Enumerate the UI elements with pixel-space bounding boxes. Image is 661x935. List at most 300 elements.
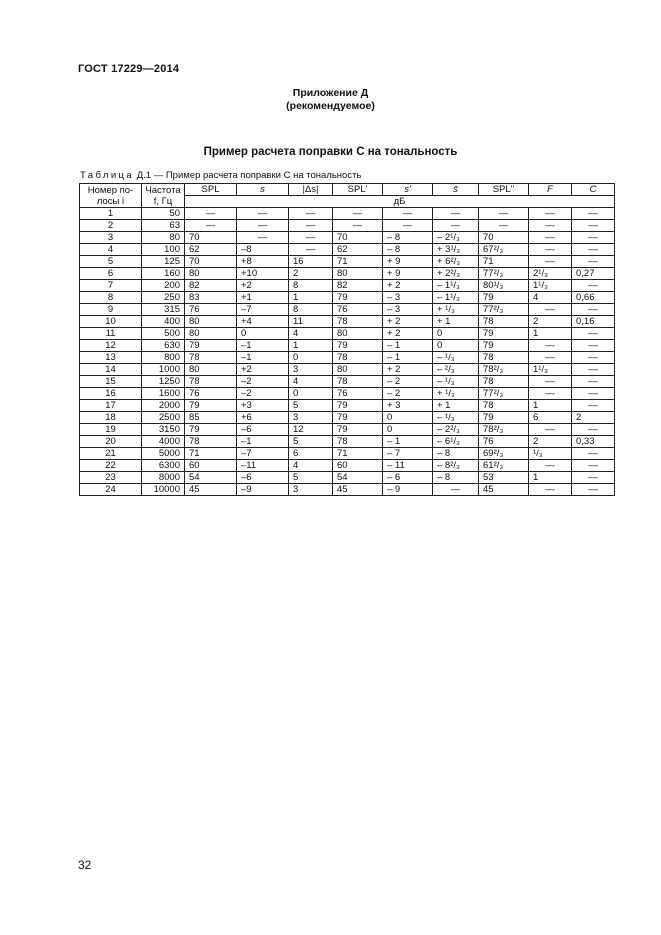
table-cell: — [572,304,615,316]
table-cell: –1 [237,352,289,364]
table-cell: + 9 [383,268,433,280]
standard-code: ГОСТ 17229—2014 [78,63,180,75]
table-cell: 60 [185,460,237,472]
table-cell: 800 [142,352,185,364]
table-cell: 0 [383,412,433,424]
table-cell: 11 [289,316,333,328]
table-cell: 19 [80,424,142,436]
table-cell: 78 [479,376,529,388]
table-cell: 79 [479,292,529,304]
table-cell: 76 [185,388,237,400]
table-cell: — [237,208,289,220]
table-cell: 1600 [142,388,185,400]
table-cell: 71 [333,448,383,460]
table-cell: – 2¹/₃ [433,232,479,244]
table-cell: 5 [289,472,333,484]
table-cell: 125 [142,256,185,268]
appendix-label: Приложение Д [292,87,369,99]
table-cell: 4 [289,328,333,340]
table-cell: –7 [237,448,289,460]
table-cell: 67²/₃ [479,244,529,256]
table-cell: 100 [142,244,185,256]
table-cell: 1 [80,208,142,220]
table-cell: 45 [479,484,529,496]
table-cell: – ¹/₃ [433,376,479,388]
calculation-table [79,183,615,496]
table-cell: 70 [185,256,237,268]
table-cell: 200 [142,280,185,292]
table-row [80,220,615,232]
table-caption [80,170,361,181]
table-cell: 1000 [142,364,185,376]
table-cell: — [289,244,333,256]
table-cell: 250 [142,292,185,304]
table-cell: 63 [142,220,185,232]
table-cell: 79 [185,340,237,352]
table-cell: 2 [529,316,572,328]
table-cell: +1 [237,292,289,304]
table-cell: – 2 [383,388,433,400]
table-cell: 10 [80,316,142,328]
table-cell: 0 [433,328,479,340]
table-cell: –8 [237,244,289,256]
table-cell: — [237,220,289,232]
table-cell: 1 [289,292,333,304]
table-cell: – 1 [383,436,433,448]
table-cell: – 3 [383,304,433,316]
table-cell: 15 [80,376,142,388]
table-cell: – 8²/₃ [433,460,479,472]
table-cell: 18 [80,412,142,424]
table-cell: 78 [479,400,529,412]
table-row [80,388,615,400]
table-cell: 80 [142,232,185,244]
table-cell: 80 [185,328,237,340]
table-cell: 60 [333,460,383,472]
table-cell: – 2 [383,376,433,388]
table-cell: –2 [237,376,289,388]
table-cell: – 9 [383,484,433,496]
table-cell: — [333,220,383,232]
table-cell: 315 [142,304,185,316]
table-cell: 79 [333,424,383,436]
table-cell: 630 [142,340,185,352]
table-cell: – 1¹/₃ [433,292,479,304]
table-cell: — [479,208,529,220]
table-cell: 0,16 [572,316,615,328]
table-cell: 22 [80,460,142,472]
table-caption-dash: — [151,170,166,181]
table-cell: 7 [80,280,142,292]
table-cell: – 1 [383,340,433,352]
table-cell: 3 [289,484,333,496]
table-caption-text: Пример расчета поправки С на тональность [165,170,362,181]
table-row [80,256,615,268]
table-cell: 82 [185,280,237,292]
table-cell: — [479,220,529,232]
table-cell: — [529,304,572,316]
table-cell: –9 [237,484,289,496]
table-cell: 5 [289,400,333,412]
table-cell: — [572,448,615,460]
table-cell: 6300 [142,460,185,472]
table-cell: — [383,220,433,232]
table-cell: — [572,472,615,484]
table-cell: – 3 [383,292,433,304]
table-cell: — [529,244,572,256]
table-cell: 78 [185,352,237,364]
table-cell: — [433,220,479,232]
table-cell: + 1 [433,400,479,412]
table-cell: 16 [80,388,142,400]
table-cell: + 2 [383,364,433,376]
table-cell: + 1 [433,316,479,328]
table-cell: 1 [529,472,572,484]
table-cell: 76 [333,388,383,400]
col-header-band: Номер по- лосы i [80,184,142,208]
table-cell: 79 [333,412,383,424]
table-cell: — [289,208,333,220]
table-cell: 45 [333,484,383,496]
table-row [80,436,615,448]
table-row [80,412,615,424]
table-cell: 0,27 [572,268,615,280]
table-cell: 78 [333,316,383,328]
table-cell: — [572,220,615,232]
table-cell: — [572,364,615,376]
table-cell: 0 [383,424,433,436]
table-cell: — [572,232,615,244]
table-cell: 85 [185,412,237,424]
table-cell: – ²/₃ [433,364,479,376]
col-header-spl-prime: SPL' [333,184,383,196]
table-cell: 77²/₃ [479,388,529,400]
table-cell: 80 [333,364,383,376]
col-header-f: F [529,184,572,196]
table-cell: — [333,208,383,220]
table-cell: 70 [479,232,529,244]
col-header-s-prime: s' [383,184,433,196]
col-header-spl: SPL [185,184,237,196]
table-row [80,376,615,388]
table-cell: — [529,424,572,436]
table-cell: 0 [237,328,289,340]
table-cell: –6 [237,472,289,484]
table-cell: 0 [289,388,333,400]
col-header-s-bar: s̄ [433,184,479,196]
table-row [80,448,615,460]
table-cell: – 11 [383,460,433,472]
table-cell: — [572,460,615,472]
table-cell: 78 [333,436,383,448]
table-row [80,316,615,328]
table-row [80,292,615,304]
table-cell: — [572,424,615,436]
table-cell: +8 [237,256,289,268]
table-cell: 45 [185,484,237,496]
table-cell: 80¹/₃ [479,280,529,292]
table-cell: 4 [289,376,333,388]
table-cell: 61²/₃ [479,460,529,472]
table-row [80,460,615,472]
table-cell: – 6¹/₃ [433,436,479,448]
table-cell: 50 [142,208,185,220]
table-cell: 78²/₃ [479,424,529,436]
table-cell: –1 [237,436,289,448]
table-cell: 6 [289,448,333,460]
table-cell: 2 [572,412,615,424]
table-cell: 160 [142,268,185,280]
table-cell: + 3¹/₃ [433,244,479,256]
table-cell: 80 [185,316,237,328]
table-cell: — [572,280,615,292]
table-cell: – 8 [433,472,479,484]
table-cell: – 8 [383,232,433,244]
table-cell: +3 [237,400,289,412]
table-cell: 78 [479,352,529,364]
table-row [80,280,615,292]
table-cell: 62 [185,244,237,256]
table-cell: 6 [529,412,572,424]
table-cell: — [572,328,615,340]
page-title: Пример расчета поправки С на тональность [203,146,458,158]
table-cell: + 9 [383,256,433,268]
table-cell: +4 [237,316,289,328]
table-row [80,364,615,376]
table-cell: 71 [185,448,237,460]
table-row [80,304,615,316]
appendix-heading [0,87,661,113]
table-cell: 54 [333,472,383,484]
table-cell: — [572,388,615,400]
table-cell: +2 [237,364,289,376]
col-header-c: C [572,184,615,196]
table-cell: 4 [529,292,572,304]
table-cell: 0,66 [572,292,615,304]
table-cell: – 6 [383,472,433,484]
table-cell: – 1¹/₃ [433,280,479,292]
table-cell: +10 [237,268,289,280]
table-row [80,244,615,256]
table-cell: — [529,376,572,388]
table-cell: — [572,208,615,220]
table-cell: 14 [80,364,142,376]
table-row [80,424,615,436]
table-cell: — [529,484,572,496]
table-cell: 5 [80,256,142,268]
table-cell: 78 [479,316,529,328]
col-header-delta-s: |Δs| [289,184,333,196]
table-cell: 1 [529,328,572,340]
table-cell: — [237,232,289,244]
table-cell: 78 [185,376,237,388]
table-cell: 0 [289,352,333,364]
table-cell: – 2²/₃ [433,424,479,436]
table-cell: 80 [333,268,383,280]
table-cell: 53 [479,472,529,484]
table-cell: 3 [289,364,333,376]
table-cell: — [433,208,479,220]
table-cell: 76 [479,436,529,448]
table-body [80,208,615,496]
table-cell: — [529,352,572,364]
table-row [80,340,615,352]
table-cell: – 8 [433,448,479,460]
table-cell: 5000 [142,448,185,460]
table-cell: 13 [80,352,142,364]
table-cell: 12 [80,340,142,352]
table-cell: – 8 [383,244,433,256]
table-cell: 69²/₃ [479,448,529,460]
table-cell: 79 [333,292,383,304]
table-cell: –11 [237,460,289,472]
table-cell: 17 [80,400,142,412]
table-cell: + 6²/₃ [433,256,479,268]
table-cell: 79 [185,400,237,412]
table-row [80,472,615,484]
table-cell: 2000 [142,400,185,412]
table-cell: 80 [333,328,383,340]
table-cell: 54 [185,472,237,484]
table-cell: — [572,340,615,352]
table-cell: — [572,244,615,256]
table-cell: 78 [185,436,237,448]
table-cell: + ¹/₃ [433,304,479,316]
table-cell: 8 [289,280,333,292]
table-cell: 70 [185,232,237,244]
table-row [80,232,615,244]
table-cell: 70 [333,232,383,244]
table-cell: 2 [80,220,142,232]
table-cell: 10000 [142,484,185,496]
table-cell: 23 [80,472,142,484]
table-cell: 24 [80,484,142,496]
table-cell: + ¹/₃ [433,388,479,400]
unit-header: дБ [185,196,615,208]
col-header-spl-double-prime: SPL'' [479,184,529,196]
table-cell: — [185,208,237,220]
page-number: 32 [78,858,92,872]
table-caption-label: Таблица [80,170,135,181]
table-cell: 9 [80,304,142,316]
table-cell: 12 [289,424,333,436]
table-cell: 77²/₃ [479,304,529,316]
table-cell: 79 [333,400,383,412]
table-cell: 83 [185,292,237,304]
table-cell: + 2²/₃ [433,268,479,280]
table-cell: 77²/₃ [479,268,529,280]
table-cell: — [572,352,615,364]
table-cell: 79 [479,328,529,340]
table-cell: 71 [479,256,529,268]
table-cell: — [529,388,572,400]
table-cell: ¹/₃ [529,448,572,460]
table-cell: 16 [289,256,333,268]
table-cell: — [529,256,572,268]
table-row [80,352,615,364]
table-row [80,208,615,220]
table-cell: 79 [185,424,237,436]
table-cell: 500 [142,328,185,340]
table-cell: 8 [80,292,142,304]
table-cell: 80 [185,364,237,376]
table-cell: 400 [142,316,185,328]
table-cell: 2¹/₃ [529,268,572,280]
table-cell: – ¹/₃ [433,352,479,364]
table-cell: — [529,208,572,220]
table-cell: 6 [80,268,142,280]
table-cell: 3 [80,232,142,244]
table-cell: 1 [289,340,333,352]
table-cell: — [572,376,615,388]
table-cell: 3 [289,412,333,424]
col-header-frequency: Частота f, Гц [142,184,185,208]
table-cell: 1250 [142,376,185,388]
table-cell: 79 [333,340,383,352]
table-cell: 0 [433,340,479,352]
table-cell: +2 [237,280,289,292]
table-cell: 76 [333,304,383,316]
table-cell: – 7 [383,448,433,460]
table-cell: — [433,484,479,496]
table-cell: 79 [479,340,529,352]
table-cell: — [289,220,333,232]
table-cell: 5 [289,436,333,448]
table-cell: 2 [529,436,572,448]
table-cell: 21 [80,448,142,460]
table-cell: 62 [333,244,383,256]
table-cell: — [529,460,572,472]
table-cell: 20 [80,436,142,448]
table-cell: 8000 [142,472,185,484]
table-cell: 1¹/₃ [529,280,572,292]
table-cell: 4 [80,244,142,256]
table-cell: 78²/₃ [479,364,529,376]
table-cell: – 1 [383,352,433,364]
table-row [80,268,615,280]
table-cell: – ¹/₃ [433,412,479,424]
table-cell: — [529,232,572,244]
table-cell: + 2 [383,328,433,340]
table-row [80,484,615,496]
table-cell: –1 [237,340,289,352]
table-cell: — [572,256,615,268]
table-cell: — [383,208,433,220]
table-cell: + 3 [383,400,433,412]
table-caption-number: Д.1 [136,170,152,181]
table-cell: –6 [237,424,289,436]
table-cell: 8 [289,304,333,316]
table-cell: +6 [237,412,289,424]
table-cell: 78 [333,352,383,364]
table-cell: — [529,220,572,232]
appendix-status: (рекомендуемое) [286,100,375,112]
table-cell: + 2 [383,280,433,292]
table-cell: + 2 [383,316,433,328]
table-row [80,328,615,340]
table-cell: 11 [80,328,142,340]
table-row [80,400,615,412]
table-cell: –7 [237,304,289,316]
table-cell: — [572,484,615,496]
table-cell: 79 [479,412,529,424]
table-cell: 1¹/₃ [529,364,572,376]
table-cell: 78 [333,376,383,388]
table-cell: — [529,340,572,352]
table-cell: 2500 [142,412,185,424]
col-header-s: s [237,184,289,196]
table-cell: 80 [185,268,237,280]
